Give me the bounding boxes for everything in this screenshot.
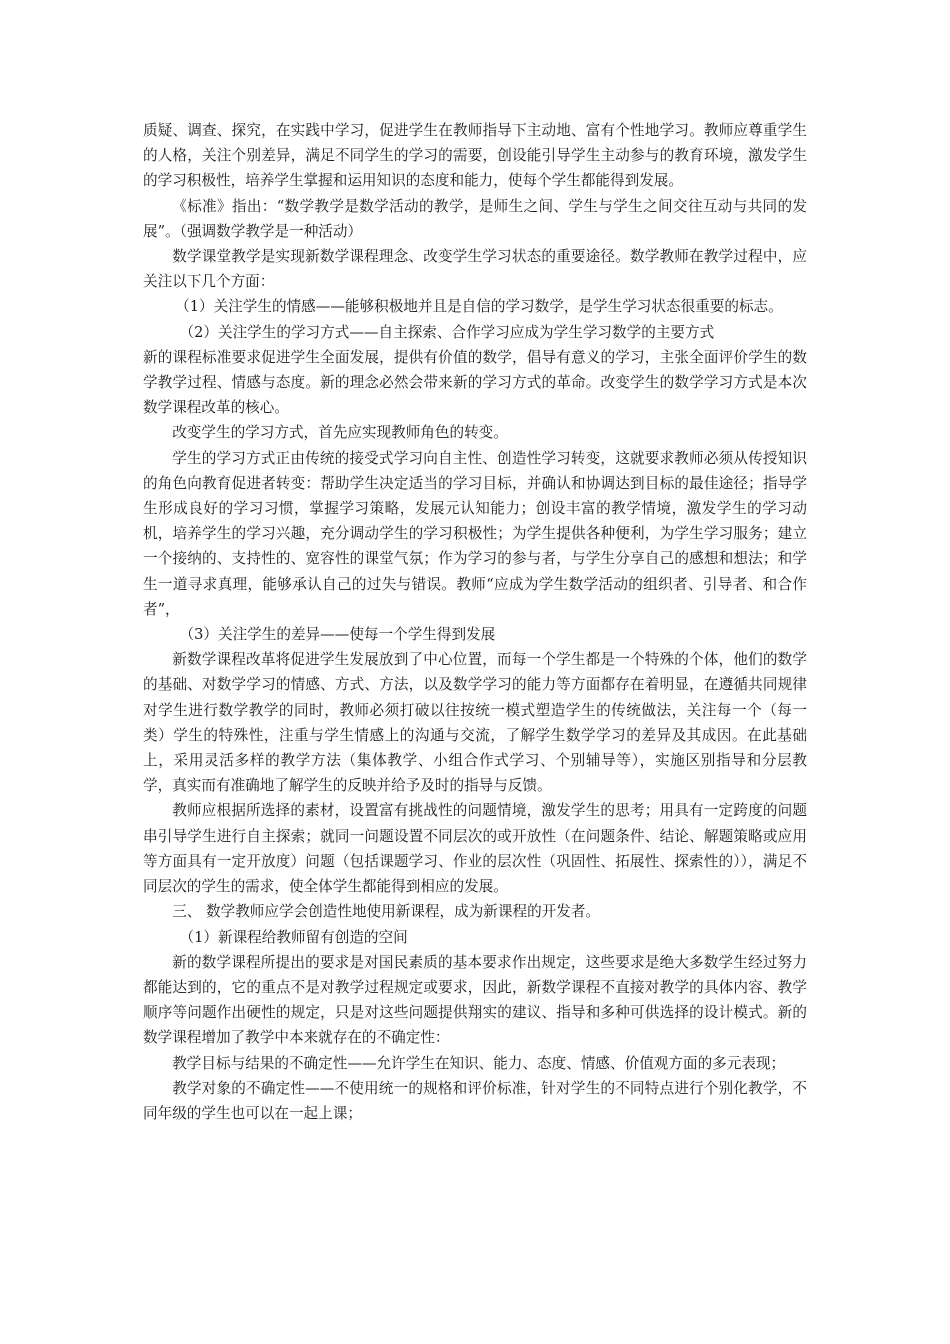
paragraph: 《标准》指出：“数学教学是数学活动的教学，是师生之间、学生与学生之间交往互动与共同的发展”。（强调数学教学是一种活动） — [143, 197, 807, 240]
paragraph: 新的数学课程所提出的要求是对国民素质的基本要求作出规定，这些要求是绝大多数学生经过努力都能达到的，它的重点不是对教学过程规定或要求，因此，新数学课程不直接对教学的具体内容、教学顺序等问题作出硬性的规定，只是对这些问题提供翔实的建议、指导和多种可供选择的设计模式。新的数学课程增加了教学中本来就存在的不确定性： — [143, 953, 807, 1047]
paragraph: 改变学生的学习方式，首先应实现教师角色的转变。 — [172, 424, 508, 442]
paragraph: 教师应根据所选择的素材，设置富有挑战性的问题情境，激发学生的思考；用具有一定跨度的问题串引导学生进行自主探索；就同一问题设置不同层次的或开放性（在问题条件、结论、解题策略或应用等方面具有一定开放度）问题（包括课题学习、作业的层次性（巩固性、拓展性、探索性的）），满足不同层次的学生的需求，使全体学生都能得到相应的发展。 — [143, 802, 807, 896]
paragraph: （2）关注学生的学习方式——自主探索、合作学习应成为学生学习数学的主要方式 — [179, 323, 715, 341]
paragraph: 教学对象的不确定性——不使用统一的规格和评价标准，针对学生的不同特点进行个别化教学，不同年级的学生也可以在一起上课； — [143, 1079, 807, 1122]
paragraph: （1）新课程给教师留有创造的空间 — [179, 928, 408, 946]
paragraph: 质疑、调查、探究，在实践中学习，促进学生在教师指导下主动地、富有个性地学习。教师应尊重学生的人格，关注个别差异，满足不同学生的学习的需要，创设能引导学生主动参与的教育环境，激发学生的学习积极性，培养学生掌握和运用知识的态度和能力，使每个学生都能得到发展。 — [143, 122, 807, 190]
document-body — [143, 118, 807, 1126]
paragraph: 新的课程标准要求促进学生全面发展，提供有价值的数学，倡导有意义的学习，主张全面评价学生的数学教学过程、情感与态度。新的理念必然会带来新的学习方式的革命。改变学生的数学学习方式是本次数学课程改革的核心。 — [143, 348, 807, 417]
paragraph: 数学课堂教学是实现新数学课程理念、改变学生学习状态的重要途径。数学教师在教学过程中，应关注以下几个方面： — [143, 248, 807, 291]
paragraph: 教学目标与结果的不确定性——允许学生在知识、能力、态度、情感、价值观方面的多元表现； — [172, 1054, 786, 1072]
paragraph: 学生的学习方式正由传统的接受式学习向自主性、创造性学习转变，这就要求教师必须从传授知识的角色向教育促进者转变：帮助学生决定适当的学习目标，并确认和协调达到目标的最佳途径；指导学生形成良好的学习习惯，掌握学习策略，发展元认知能力；创设丰富的教学情境，激发学生的学习动机，培养学生的学习兴趣，充分调动学生的学习积极性；为学生提供各种便利，为学生学习服务；建立一个接纳的、支持性的、宽容性的课堂气氛；作为学习的参与者，与学生分享自己的感想和想法；和学生一道寻求真理，能够承认自己的过失与错误。教师“应成为学生数学活动的组织者、引导者、和合作者”， — [143, 449, 807, 618]
paragraph: （3）关注学生的差异——使每一个学生得到发展 — [179, 626, 496, 644]
paragraph: 三、 数学教师应学会创造性地使用新课程，成为新课程的开发者。 — [172, 903, 601, 921]
paragraph: 新数学课程改革将促进学生发展放到了中心位置，而每一个学生都是一个特殊的个体，他们的数学的基础、对数学学习的情感、方式、方法，以及数学学习的能力等方面都存在着明显，在遵循共同规律对学生进行数学教学的同时，教师必须打破以往按统一模式塑造学生的传统做法，关注每一个（每一类）学生的特殊性，注重与学生情感上的沟通与交流，了解学生数学学习的差异及其成因。在此基础上，采用灵活多样的教学方法（集体教学、小组合作式学习、个别辅导等），实施区别指导和分层教学，真实而有准确地了解学生的反映并给予及时的指导与反馈。 — [143, 651, 807, 795]
paragraph: （1）关注学生的情感——能够积极地并且是自信的学习数学，是学生学习状态很重要的标志。 — [175, 298, 783, 316]
